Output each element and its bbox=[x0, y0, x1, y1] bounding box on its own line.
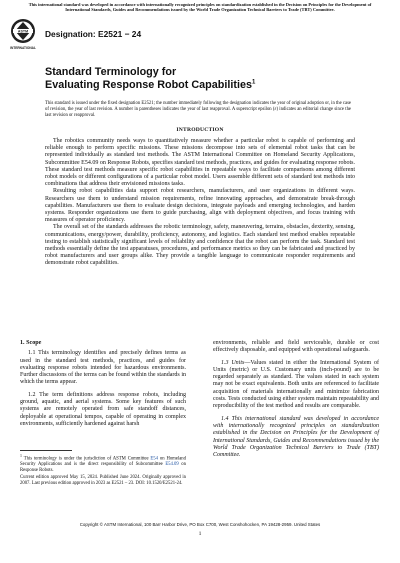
footnote-divider bbox=[20, 450, 72, 451]
page-number: 1 bbox=[198, 531, 202, 537]
units-text: —Values stated in either the International System of Units (metric) or U.S. Customary units (inch-pound) are to be regarded separately as standard. The values stated in each system may not be exact equivalents. Both units are referenced to facilitate acquisition of materials internationally and minimize fabrication costs. Tests conducted using either system maintain repeatability and reproducibility of the test method and results are comparable. bbox=[213, 359, 379, 410]
left-column bbox=[20, 340, 186, 433]
subcommittee-link[interactable]: E54.09 bbox=[165, 462, 179, 468]
footnote-2: Current edition approved May 15, 2024. Published June 2024. Originally approved in 2007. Last previous edition approved in 2023 as E2521 – 23. DOI: 10.1520/E2521-24. bbox=[20, 474, 186, 486]
units-label: 1.3 Units bbox=[221, 359, 245, 366]
paragraph-1-2: 1.2 The term definitions address response robots, including ground, aquatic, and aerial systems. Some key features of such systems are remotely operated from safe standoff distances, deployable at operational tempos, capable of operating in complex environments, sufficiently hardened against harsh bbox=[20, 391, 186, 427]
right-column bbox=[213, 340, 379, 464]
title-footnote-mark: 1 bbox=[251, 79, 256, 86]
introduction-body bbox=[45, 138, 355, 268]
paragraph-1-3 bbox=[213, 360, 379, 411]
introduction-heading: INTRODUCTION bbox=[176, 127, 224, 133]
astm-logo-icon bbox=[8, 18, 38, 52]
svg-text:ASTM: ASTM bbox=[17, 29, 29, 34]
copyright: Copyright © ASTM International, 100 Barr Harbor Drive, PO Box C700, West Conshohocken, PA 19428-2959. United States bbox=[79, 522, 321, 527]
designation: Designation: E2521 − 24 bbox=[45, 29, 142, 39]
document-title bbox=[45, 66, 345, 92]
scope-heading: 1. Scope bbox=[20, 340, 42, 346]
international-standard-notice: This international standard was developed in accordance with internationally recognized principles on standardization established in the Decision on Principles for the Development of International Standards, Guides and Recommendations issued by the World Trade Organization Technical Barriers to Trade (TBT) Committee. bbox=[28, 2, 372, 13]
standard-notice: This standard is issued under the fixed designation E2521; the number immediately following the designation indicates the year of original adoption or, in the case of revision, the year of last revision. A number in parentheses indicates the year of last reapproval. A superscript epsilon (ε) indicates an editorial change since the last revision or reapproval. bbox=[45, 101, 351, 118]
intro-paragraph: Resulting robot capabilities data support robot researchers, manufacturers, and user organizations in different ways. Researchers use them to understand mission requirements, refine innovating approaches, and demonstrate break-through capabilities. Manufacturers use them to evaluate design decisions, integrate payloads and emerging technologies, and harden systems. Responder organizations use them to guide purchasing, align with deployment objectives, and focus training with measures of operator proficiency. bbox=[45, 188, 355, 224]
title-line-1: Standard Terminology for bbox=[45, 66, 177, 78]
title-line-2: Evaluating Response Robot Capabilities$^1$ bbox=[45, 79, 256, 91]
footnotes bbox=[20, 454, 186, 488]
astm-logo bbox=[8, 18, 38, 52]
logo-text: INTERNATIONAL bbox=[10, 46, 36, 50]
intro-paragraph: The robotics community needs ways to quantitatively measure whether a particular robot is capable of performing and reliable enough to perform specific missions. These missions decompose into sets of elemental robot tasks that can be represented individually as standard test methods. The ASTM International Committee on Homeland Security Applications, Subcommittee E54.09 on Response Robots, specifies standard test methods, practices, and guides for evaluating response robots. These standard test methods measure specific robot capabilities in repeatable ways to facilitate comparisons among different robot models or different configurations of a particular robot model. Users assemble different sets of standard test methods into combinations that address their envisioned missions tasks. bbox=[45, 138, 355, 188]
paragraph-1-4: 1.4 This international standard was developed in accordance with internationally recognized principles on standardization established in the Decision on Principles for the Development of International Standards, Guides and Recommendations issued by the World Trade Organization Technical Barriers to Trade (TBT) Committee. bbox=[213, 415, 379, 459]
footnote-1: $^1$ This terminology is under the jurisdiction of ASTM Committee E54 on Homeland Security Applications and is the direct responsibility of Subcommittee E54.09 on Response Robots. bbox=[20, 454, 186, 474]
intro-paragraph: The overall set of the standards addresses the robotic terminology, safety, maneuvering, terrains, obstacles, dexterity, sensing, communications, energy/power, durability, proficiency, autonomy, and logistics. Each standard test method enables repeatable testing to establish statistically significant levels of reliability and confidence that the robot can perform the task. Standard test methods essentially define the test apparatuses, procedures, and performance metrics so they can be fabricated and practiced by robot manufacturers and user groups alike. They provide a tangible language to communicate responder requirements and demonstrate robot capabilities. bbox=[45, 224, 355, 267]
committee-link[interactable]: E54 bbox=[150, 456, 158, 462]
paragraph-1-1: 1.1 This terminology identifies and precisely defines terms as used in the standard test methods, practices, and guides for evaluating response robots intended for hazardous environments. Further discussions of the terms can be found within the standards in which the terms appear. bbox=[20, 350, 186, 386]
paragraph-1-2-continued: environments, reliable and field serviceable, durable or cost effectively disposable, and equipped with operational safeguards. bbox=[213, 340, 379, 354]
